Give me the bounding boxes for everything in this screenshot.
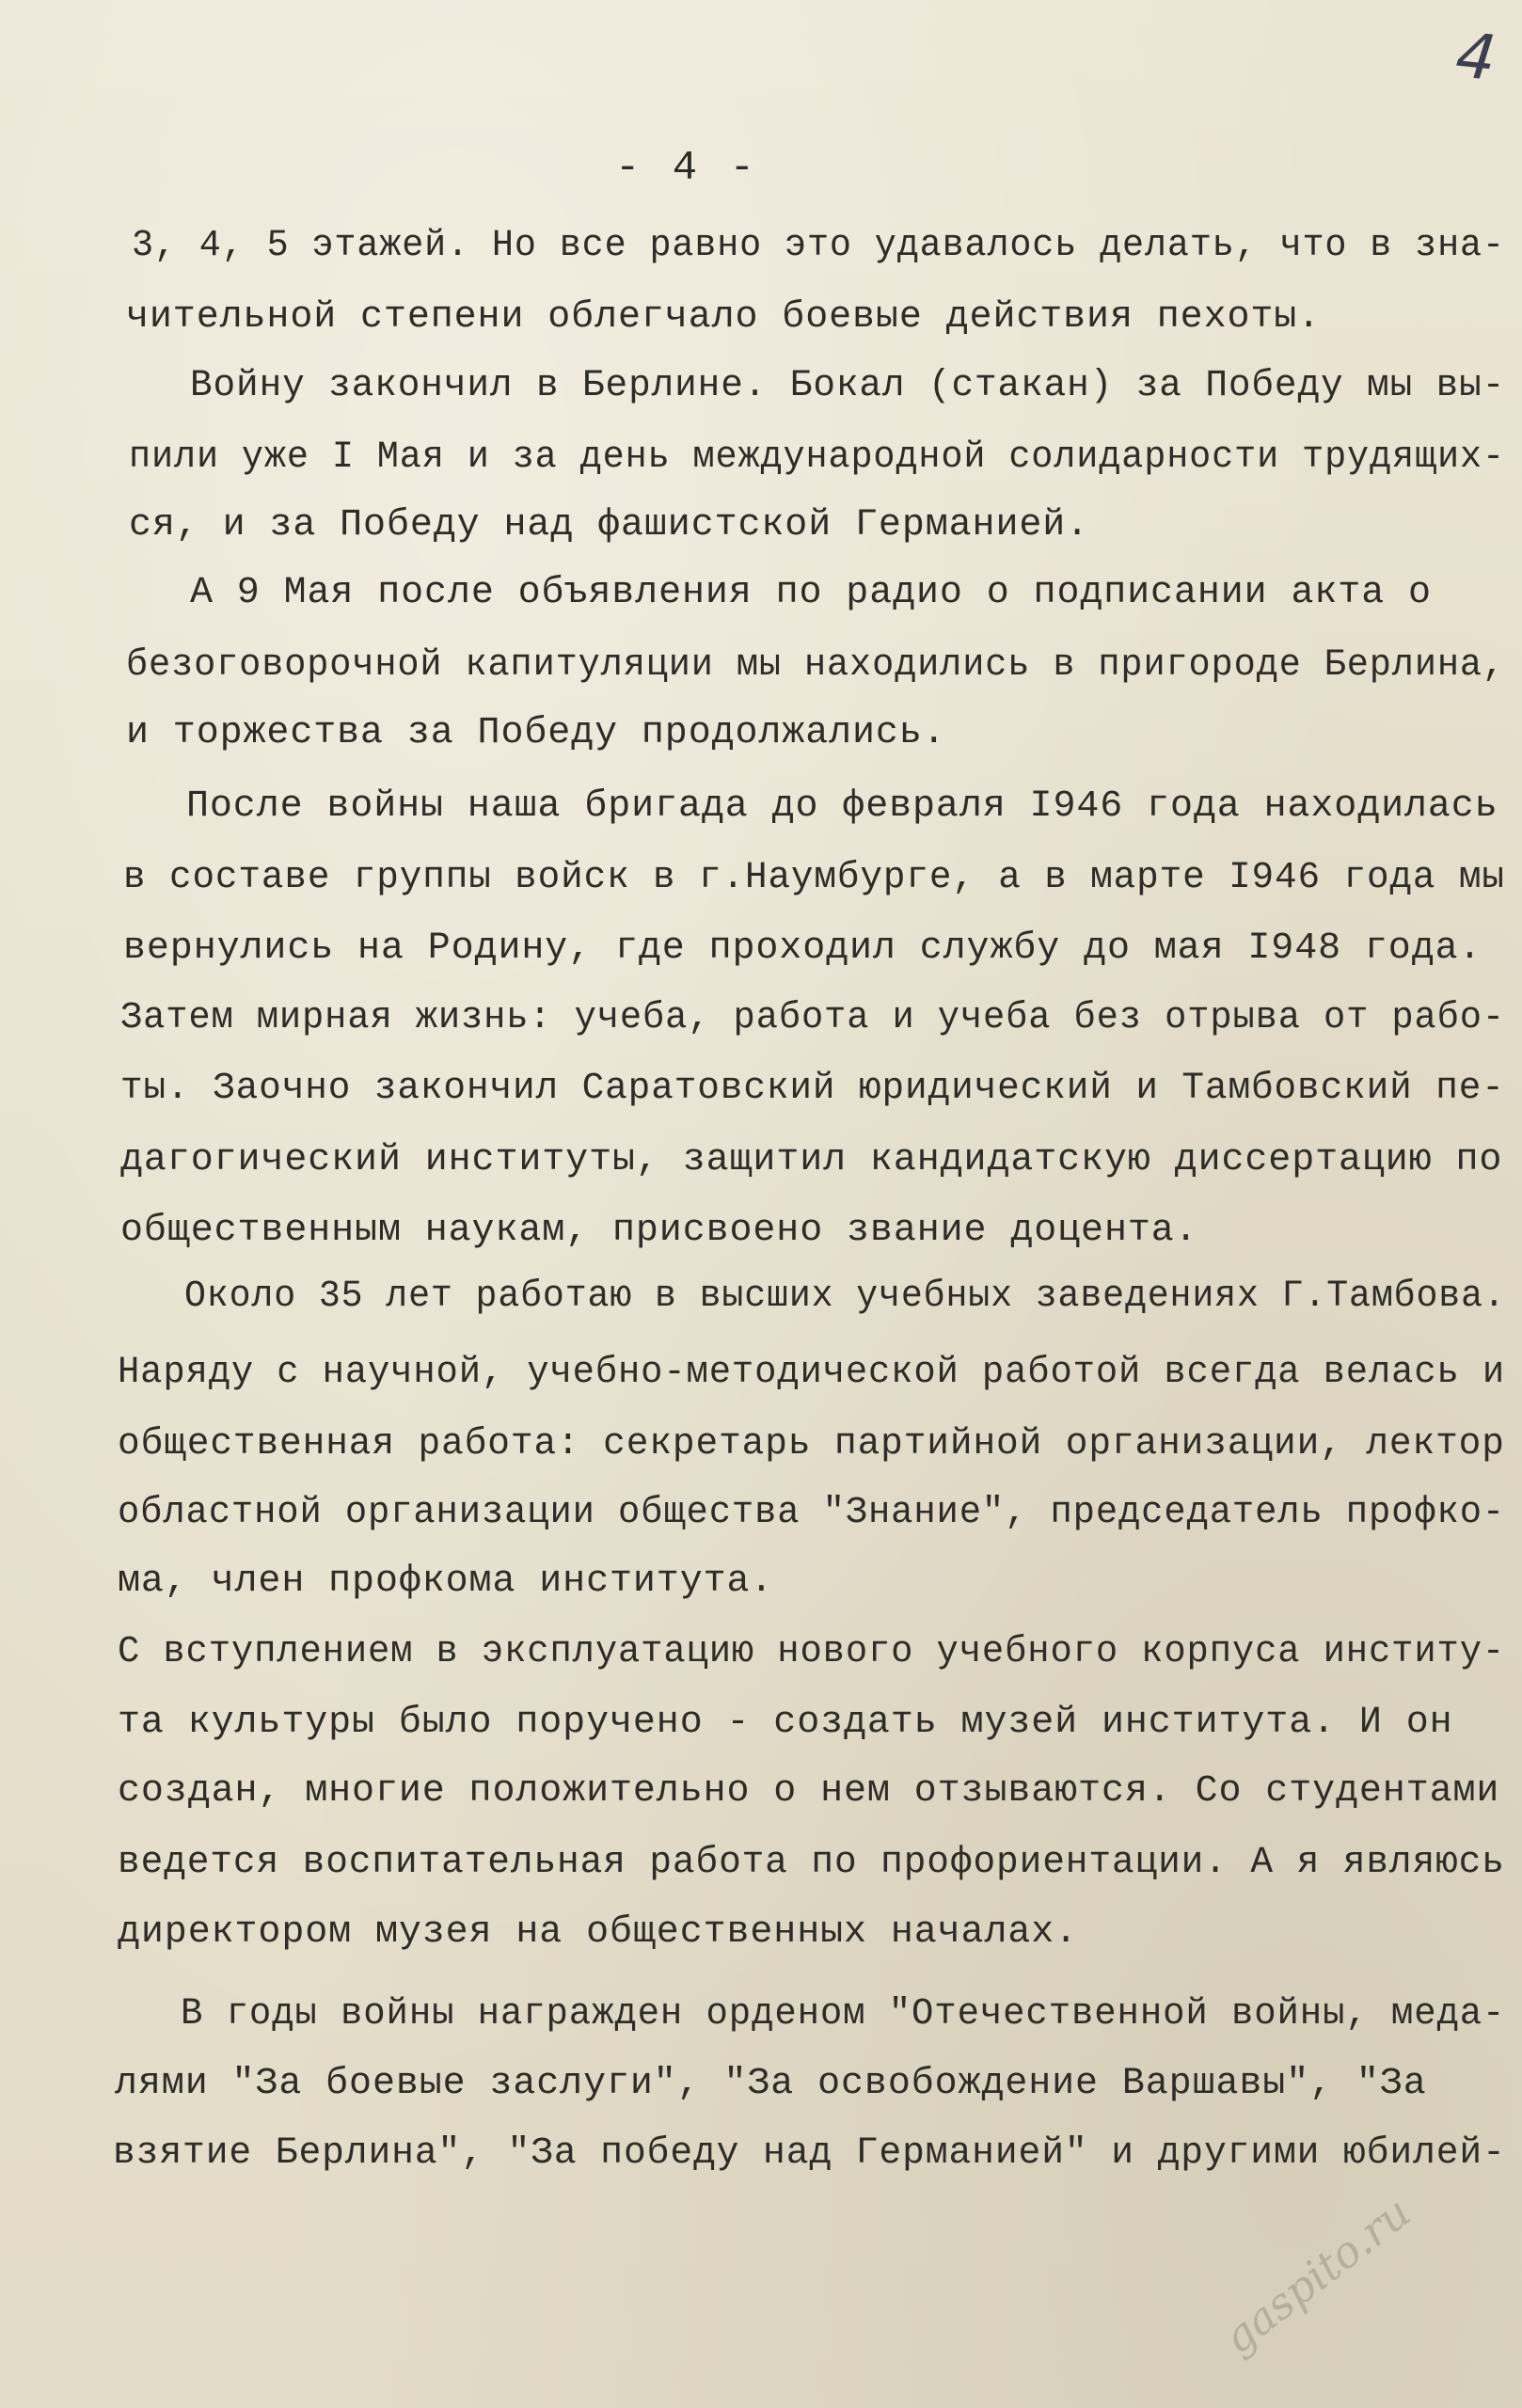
watermark: gaspito.ru <box>1213 2186 1420 2364</box>
text-line: ведется воспитательная работа по профориентации. А я являюсь <box>118 1842 1505 1884</box>
text-line: областной организации общества "Знание", председатель профко- <box>118 1492 1506 1534</box>
text-line: 3, 4, 5 этажей. Но все равно это удавалось делать, что в зна- <box>132 225 1505 267</box>
text-line: После войны наша бригада до февраля I946 года находилась <box>186 785 1498 828</box>
text-line: и торжества за Победу продолжались. <box>126 712 946 754</box>
text-line: Затем мирная жизнь: учеба, работа и учеба без отрыва от рабо- <box>120 997 1506 1039</box>
text-line: лями "За боевые заслуги", "За освобождение Варшавы", "За <box>115 2063 1427 2105</box>
text-line: В годы войны награжден орденом "Отечественной войны, меда- <box>181 1993 1506 2036</box>
text-line: та культуры было поручено - создать музей института. И он <box>118 1702 1453 1744</box>
text-line: ты. Заочно закончил Саратовский юридический и Тамбовский пе- <box>120 1068 1505 1110</box>
text-line: Войну закончил в Берлине. Бокал (стакан) за Победу мы вы- <box>190 365 1506 407</box>
archive-page-number: 4 <box>1452 19 1499 95</box>
page-number: - 4 - <box>614 145 759 192</box>
text-line: Около 35 лет работаю в высших учебных заведениях Г.Тамбова. <box>184 1275 1506 1318</box>
text-line: дагогический институты, защитил кандидатскую диссертацию по <box>120 1139 1503 1181</box>
text-line: С вступлением в эксплуатацию нового учебного корпуса институ- <box>118 1631 1506 1673</box>
text-line: безоговорочной капитуляции мы находились в пригороде Берлина, <box>126 644 1505 687</box>
text-line: общественная работа: секретарь партийной организации, лектор <box>118 1423 1505 1465</box>
text-line: вернулись на Родину, где проходил службу до мая I948 года. <box>123 927 1482 970</box>
text-line: в составе группы войск в г.Наумбурге, а в марте I946 года мы <box>123 857 1505 899</box>
text-line: ма, член профкома института. <box>118 1560 774 1603</box>
text-line: Наряду с научной, учебно-методической работой всегда велась и <box>118 1352 1506 1394</box>
text-line: взятие Берлина", "За победу над Германией" и другими юбилей- <box>113 2132 1506 2175</box>
text-line: пили уже I Мая и за день международной солидарности трудящих- <box>129 436 1505 479</box>
text-line: общественным наукам, присвоено звание доцента. <box>120 1210 1198 1252</box>
text-line: директором музея на общественных началах. <box>118 1911 1079 1954</box>
text-line: ся, и за Победу над фашистской Германией. <box>129 504 1090 547</box>
text-line: А 9 Мая после объявления по радио о подписании акта о <box>190 572 1432 614</box>
text-line: чительной степени облегчало боевые действия пехоты. <box>126 296 1322 339</box>
text-line: создан, многие положительно о нем отзываются. Со студентами <box>118 1770 1500 1813</box>
